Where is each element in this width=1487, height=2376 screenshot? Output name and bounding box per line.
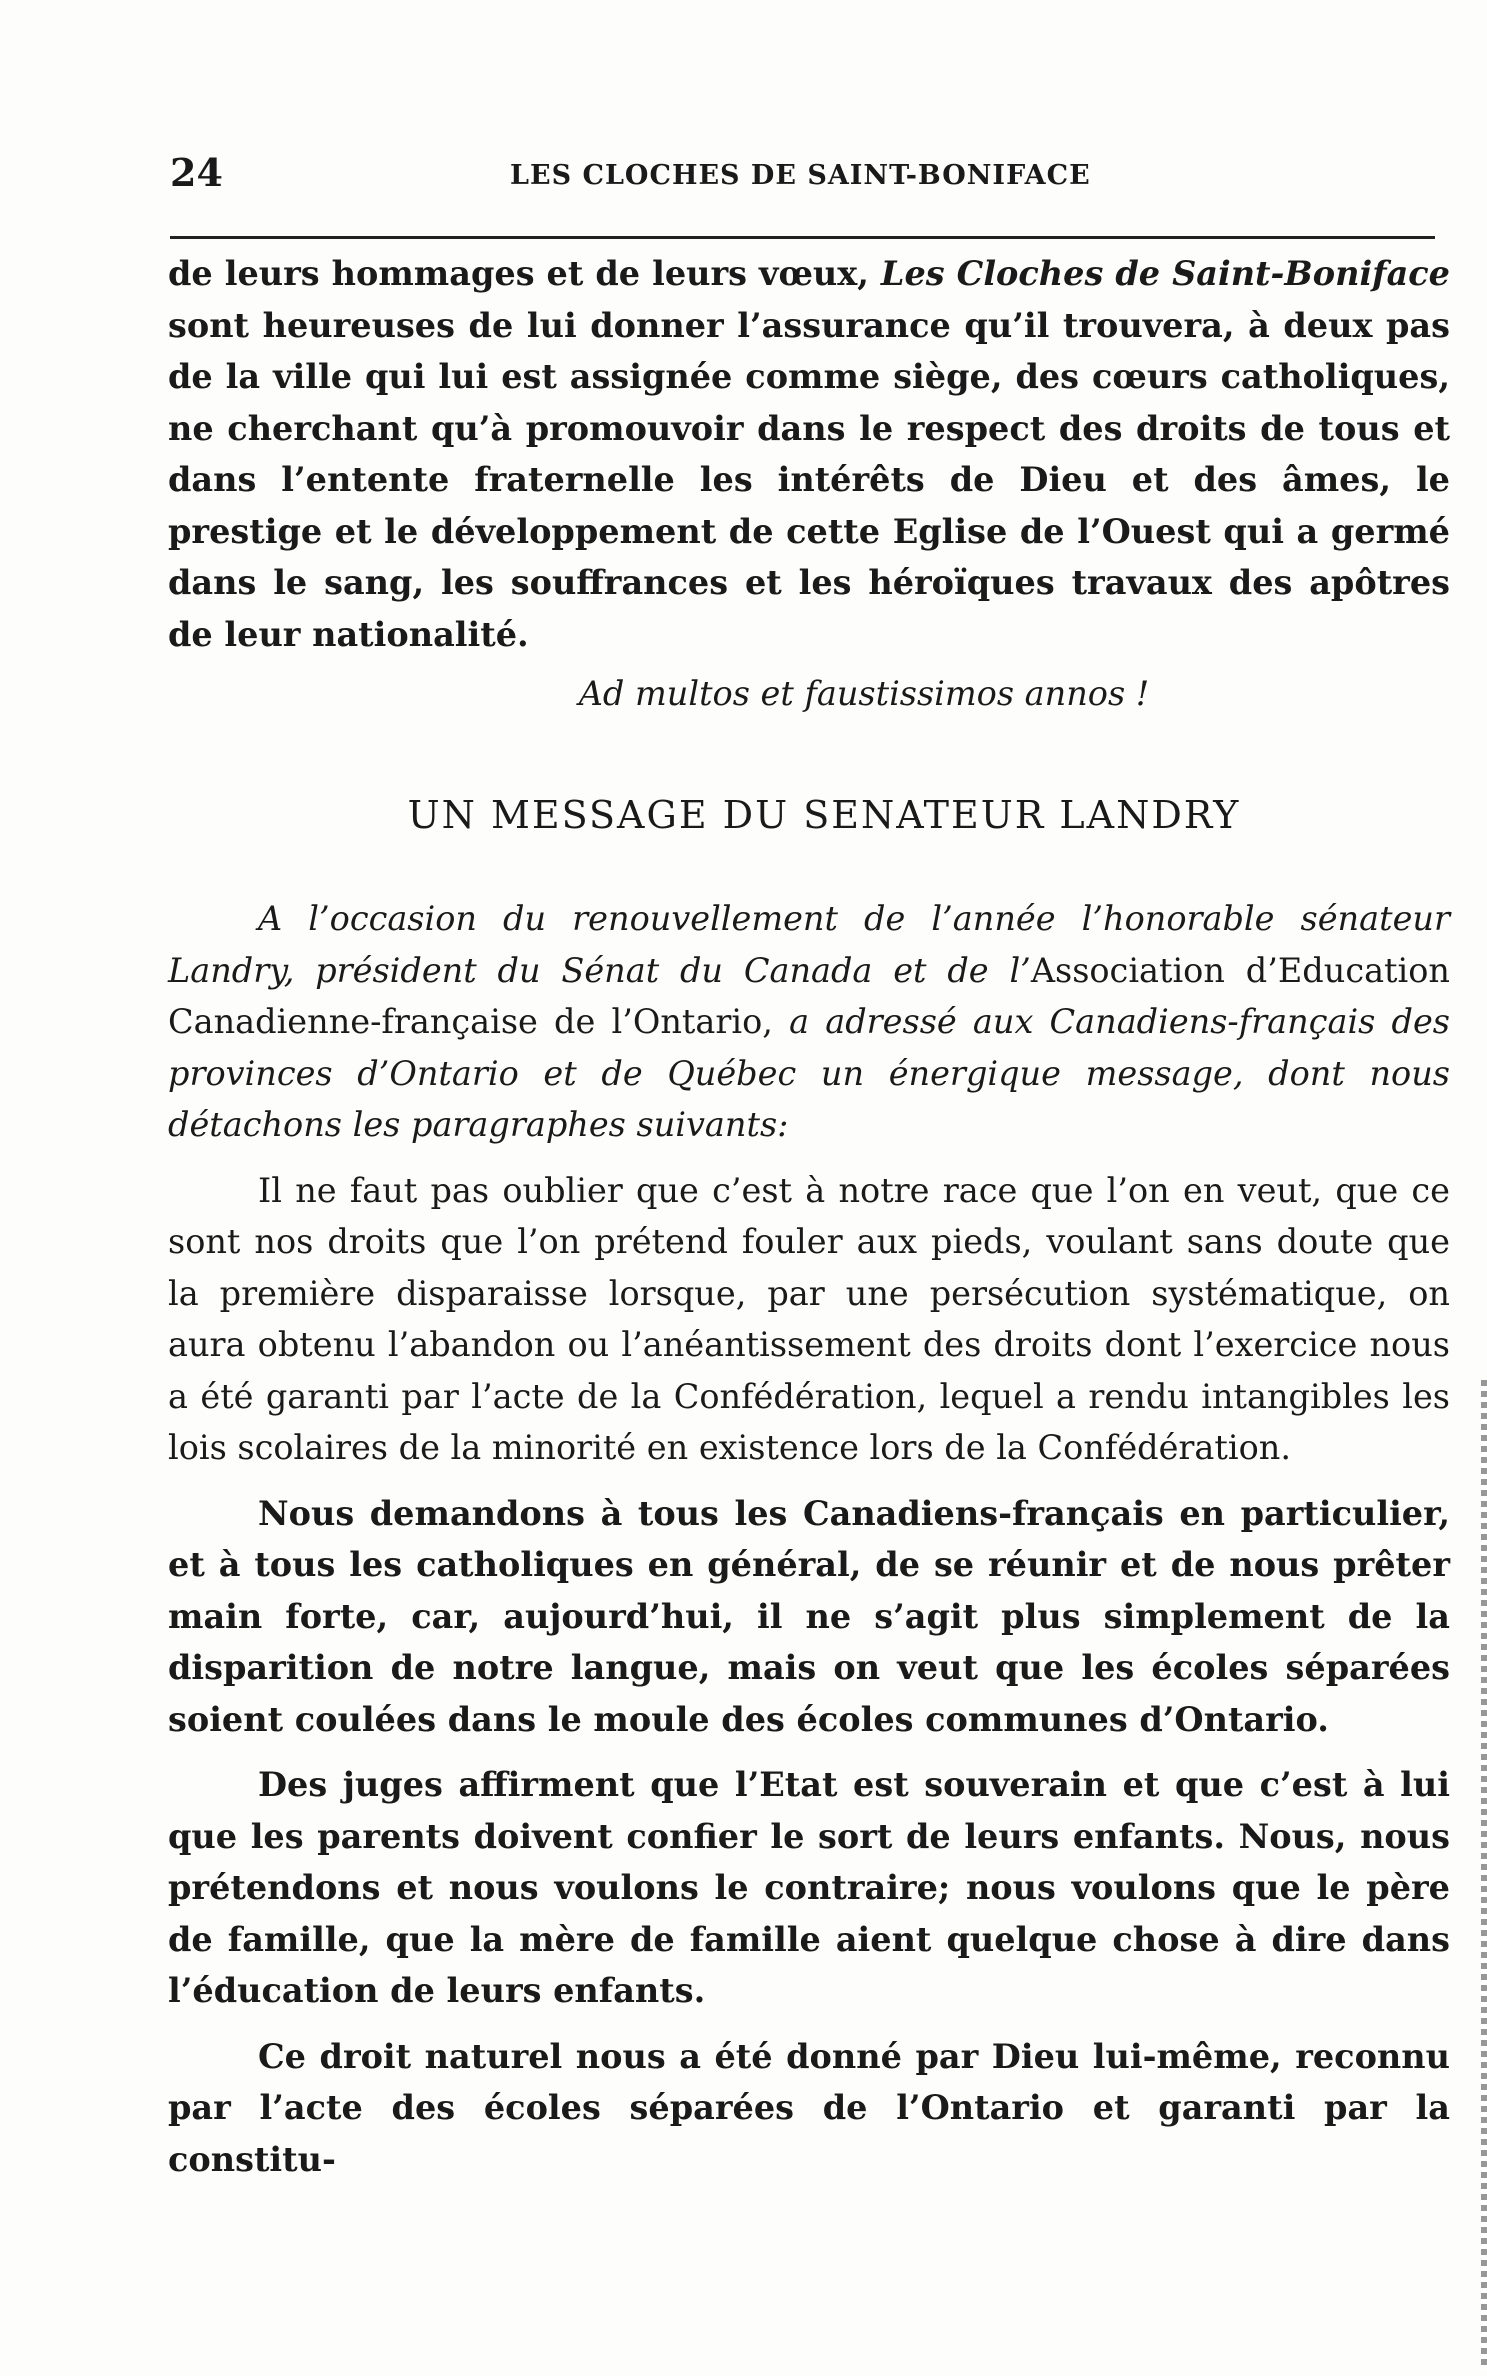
latin-wish: Ad multos et faustissimos annos ! xyxy=(578,674,1150,713)
intro-paragraph: A l’occasion du renouvellement de l’année l’honorable sénateur Landry, président du Sénat du Canada et de l’Association d’Education Canadienne-française de l’Ontario, a adressé aux Canadiens-français des provinces d’Ontario et de Québec un énergique message, dont nous détachons les paragraphes suivants: xyxy=(168,899,1450,1144)
paragraph-5: Ce droit naturel nous a été donné par Dieu lui-même, reconnu par l’acte des écoles séparées de l’Ontario et garanti par la constitu- xyxy=(168,2036,1450,2179)
running-title: LES CLOCHES DE SAINT-BONIFACE xyxy=(510,160,1091,191)
section-title: UN MESSAGE DU SENATEUR LANDRY xyxy=(407,792,1241,837)
paragraph-3: Nous demandons à tous les Canadiens-français en particulier, et à tous les catholiques en général, de se réunir et de nous prêter main forte, car, aujourd’hui, il ne s’agit plus simplement de la disparition de notre langue, mais on veut que les écoles séparées soient coulées dans le moule des écoles communes d’Ontario. xyxy=(168,1493,1450,1739)
page-header xyxy=(170,150,1435,210)
paragraph-4: Des juges affirment que l’Etat est souverain et que c’est à lui que les parents doivent confier le sort de leurs enfants. Nous, nous prétendons et nous voulons le contraire; nous voulons que le père de famille, que la mère de famille aient quelque chose à dire dans l’éducation de leurs enfants. xyxy=(168,1765,1450,2010)
journal-title: Les Cloches de Saint-Boniface xyxy=(880,254,1450,293)
paragraph-1: de leurs hommages et de leurs vœux, Les Cloches de Saint-Boniface sont heureuses de lui donner l’assurance qu’il trouvera, à deux pas de la ville qui lui est assignée comme siège, des cœurs catholiques, ne cherchant qu’à promouvoir dans le respect des droits de tous et dans l’entente fraternelle les intérêts de Dieu et des âmes, le prestige et le développement de cette Eglise de l’Ouest qui a germé dans le sang, les souffrances et les héroïques travaux des apôtres de leur nationalité. xyxy=(168,254,1450,654)
scan-edge-shadow xyxy=(1481,1380,1487,2370)
page-number: 24 xyxy=(170,150,223,195)
header-rule xyxy=(170,236,1435,239)
paragraph-2: Il ne faut pas oublier que c’est à notre race que l’on en veut, que ce sont nos droits que l’on prétend fouler aux pieds, voulant sans doute que la première disparaisse lorsque, par une persécution systématique, on aura obtenu l’abandon ou l’anéantissement des droits dont l’exercice nous a été garanti par l’acte de la Confédération, lequel a rendu intangibles les lois scolaires de la minorité en existence lors de la Confédération. xyxy=(168,1170,1450,1467)
body-text xyxy=(168,248,1450,2185)
